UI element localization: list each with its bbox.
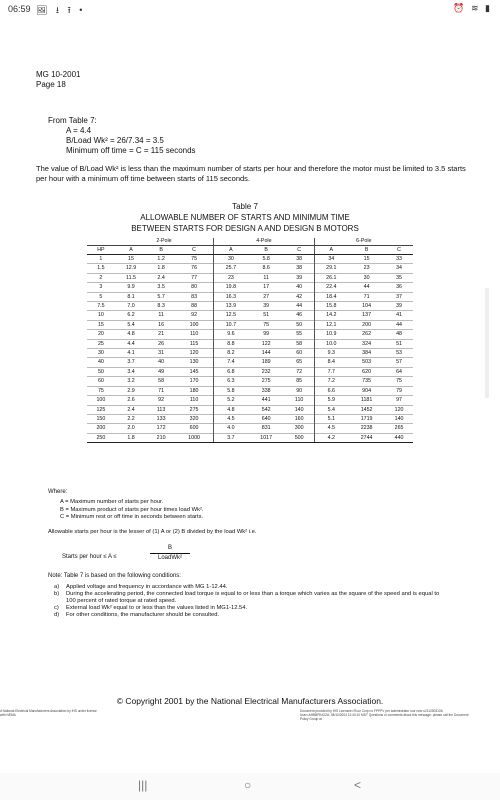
table-cell: 500 — [285, 433, 314, 442]
table-cell: 3.7 — [214, 433, 248, 442]
table-cell: 3.2 — [115, 377, 147, 386]
table-cell: 265 — [385, 424, 413, 433]
table-cell: 51 — [385, 339, 413, 348]
table-cell: 4.5 — [214, 414, 248, 423]
table-cell: 55 — [285, 330, 314, 339]
col-4pole-a: A — [214, 246, 248, 255]
table-cell: 42 — [285, 292, 314, 301]
table-cell: 14.2 — [314, 311, 348, 320]
table-cell: 4.0 — [214, 424, 248, 433]
where-label: Where: — [48, 489, 68, 495]
col-2pole-c: C — [175, 246, 214, 255]
table-cell: 58 — [147, 377, 175, 386]
table-cell: 122 — [248, 339, 285, 348]
table-row — [87, 424, 413, 433]
table-cell: 37 — [385, 292, 413, 301]
table-cell: 7.7 — [314, 367, 348, 376]
table-row — [87, 320, 413, 329]
intro-block — [48, 116, 196, 156]
col-4pole-b: B — [248, 246, 285, 255]
table-cell: 8.1 — [115, 292, 147, 301]
table-cell: 262 — [348, 330, 385, 339]
table-cell: 620 — [348, 367, 385, 376]
android-nav-bar — [0, 773, 500, 800]
table-cell: 140 — [285, 405, 314, 414]
document-page[interactable] — [0, 18, 500, 773]
table-cell: 503 — [348, 358, 385, 367]
table-cell: 19.8 — [214, 283, 248, 292]
hp-cell: 50 — [87, 367, 115, 376]
table-cell: 3.5 — [147, 283, 175, 292]
table-cell: 300 — [285, 424, 314, 433]
recent-apps-button[interactable]: ||| — [138, 778, 148, 792]
table-row — [87, 377, 413, 386]
table-cell: 9.6 — [214, 330, 248, 339]
table-cell: 2238 — [348, 424, 385, 433]
intro-heading: From Table 7: — [48, 116, 97, 125]
hp-cell: 5 — [87, 292, 115, 301]
table-cell: 77 — [175, 273, 214, 282]
table-cell: 137 — [348, 311, 385, 320]
table-cell: 542 — [248, 405, 285, 414]
col-6pole-c: C — [385, 246, 413, 255]
table-cell: 320 — [175, 414, 214, 423]
table-cell: 9.9 — [115, 283, 147, 292]
table-cell: 44 — [348, 283, 385, 292]
col-2pole-a: A — [115, 246, 147, 255]
table-cell: 64 — [385, 367, 413, 376]
table-cell: 39 — [285, 273, 314, 282]
table-cell: 5.7 — [147, 292, 175, 301]
table-cell: 15.8 — [314, 302, 348, 311]
hp-cell: 20 — [87, 330, 115, 339]
hp-cell: 150 — [87, 414, 115, 423]
table-cell: 170 — [175, 377, 214, 386]
table-cell: 40 — [285, 283, 314, 292]
table-cell: 92 — [175, 311, 214, 320]
formula-lhs: Starts per hour ≤ A ≤ — [62, 554, 117, 560]
allowable-text: Allowable starts per hour is the lesser of (1) A or (2) B divided by the load Wk² i.e. — [48, 529, 257, 535]
definitions — [60, 499, 204, 522]
table-cell: 18.4 — [314, 292, 348, 301]
table-cell: 1719 — [348, 414, 385, 423]
table-cell: 5.8 — [262, 256, 270, 262]
status-time: 06:59 — [8, 4, 31, 14]
footer-license-left: d National Electrical Manufacturers Association by IHS under license with NEMA — [0, 709, 97, 718]
condition-c — [54, 605, 444, 612]
table-cell: 16 — [147, 320, 175, 329]
table-cell: 17 — [248, 283, 285, 292]
table-cell: 5.2 — [214, 396, 248, 405]
table-cell: 44 — [285, 302, 314, 311]
table-cell: 140 — [385, 414, 413, 423]
table-row — [87, 339, 413, 348]
table-cell: 60 — [285, 349, 314, 358]
table-cell: 8.2 — [214, 349, 248, 358]
table-cell: 145 — [175, 367, 214, 376]
intro-line-a: A = 4.4 — [66, 126, 92, 135]
table-cell: 1.8 — [115, 433, 147, 442]
condition-key: b) — [54, 591, 60, 597]
table-cell: 48 — [385, 330, 413, 339]
table-cell: 75 — [248, 320, 285, 329]
table-cell: 8.3 — [147, 302, 175, 311]
table-row — [87, 311, 413, 320]
column-header-row — [87, 246, 413, 255]
table-cell: 1.2 — [157, 256, 165, 262]
table-cell: 4.4 — [115, 339, 147, 348]
table-cell: 4.8 — [214, 405, 248, 414]
table-cell: 3.4 — [115, 367, 147, 376]
table-cell: 110 — [175, 396, 214, 405]
table-title-line2: BETWEEN STARTS FOR DESIGN A AND DESIGN B MOTORS — [131, 224, 359, 233]
table-cell: 2.6 — [115, 396, 147, 405]
table-cell: 2744 — [348, 433, 385, 442]
table-cell: 10.0 — [314, 339, 348, 348]
copyright-line: © Copyright 2001 by the National Electrical Manufacturers Association. — [116, 696, 384, 706]
table-cell: 12.5 — [214, 311, 248, 320]
table-cell: 41 — [385, 311, 413, 320]
table-cell: 5.9 — [314, 396, 348, 405]
table-cell: 110 — [285, 396, 314, 405]
table-cell: 46 — [285, 311, 314, 320]
table-cell: 275 — [175, 405, 214, 414]
hp-cell: 1 — [99, 256, 103, 262]
table-cell: 90 — [285, 386, 314, 395]
condition-text: During the accelerating period, the connected load torque is equal to or less than a torque which varies as the square of the speed and is equal to 100 percent of rated torque at rated speed. — [66, 591, 440, 604]
condition-d — [54, 612, 444, 619]
table-row — [87, 292, 413, 301]
table-cell: 23 — [214, 273, 248, 282]
table-cell: 79 — [385, 386, 413, 395]
table-cell: 35 — [385, 273, 413, 282]
table-cell: 34 — [385, 264, 413, 273]
hp-cell: 1.5 — [87, 264, 115, 273]
table-cell: 440 — [385, 433, 413, 442]
table-cell: 1017 — [248, 433, 285, 442]
table-cell: 7.0 — [115, 302, 147, 311]
table-cell: 6.6 — [314, 386, 348, 395]
hp-cell: 30 — [87, 349, 115, 358]
table-cell: 8.6 — [248, 264, 285, 273]
hp-cell: 75 — [87, 386, 115, 395]
table-cell: 38 — [285, 264, 314, 273]
condition-key: d) — [54, 612, 60, 618]
table-cell: 38 — [296, 256, 303, 262]
note-heading: Note: Table 7 is based on the following conditions: — [48, 573, 181, 579]
hp-cell: 40 — [87, 358, 115, 367]
table-cell: 10.7 — [214, 320, 248, 329]
table-row — [87, 273, 413, 282]
hp-cell: 25 — [87, 339, 115, 348]
table-cell: 49 — [147, 367, 175, 376]
table-cell: 5.1 — [314, 414, 348, 423]
table-row — [87, 367, 413, 376]
table-cell: 11.5 — [115, 273, 147, 282]
doc-id: MG 10-2001 — [36, 70, 81, 79]
table-cell: 120 — [385, 405, 413, 414]
table-cell: 324 — [348, 339, 385, 348]
table-cell: 6.3 — [214, 377, 248, 386]
table-cell: 210 — [147, 433, 175, 442]
table-cell: 1.8 — [147, 264, 175, 273]
table-cell: 16.3 — [214, 292, 248, 301]
table-cell: 57 — [385, 358, 413, 367]
conclusion-paragraph: The value of B/Load Wk² is less than the maximum number of starts per hour and therefore the motor must be limited to 3.5 starts per hour with a minimum off time between starts of 115 seconds. — [36, 164, 466, 183]
definition-b: B = Maximum product of starts per hour times load Wk². — [60, 506, 204, 513]
table-cell: 30 — [348, 273, 385, 282]
table-cell: 15 — [363, 256, 370, 262]
table-cell: 75 — [191, 256, 198, 262]
table-cell: 1181 — [348, 396, 385, 405]
group-header-blank — [87, 238, 115, 246]
table-cell: 115 — [175, 339, 214, 348]
table-caption — [100, 201, 390, 234]
table-cell: 11 — [147, 311, 175, 320]
table-cell: 75 — [385, 377, 413, 386]
hp-cell: 200 — [87, 424, 115, 433]
hp-cell: 2 — [87, 273, 115, 282]
table-cell: 6.2 — [115, 311, 147, 320]
table-cell: 83 — [175, 292, 214, 301]
table-cell: 904 — [348, 386, 385, 395]
table-cell: 5.4 — [115, 320, 147, 329]
table-cell: 39 — [385, 302, 413, 311]
table-cell: 53 — [385, 349, 413, 358]
table-row — [87, 414, 413, 423]
group-header-4pole: 4-Pole — [214, 238, 314, 246]
table-row — [87, 405, 413, 414]
table-cell: 110 — [175, 330, 214, 339]
table-cell: 4.1 — [115, 349, 147, 358]
table-cell: 22.4 — [314, 283, 348, 292]
back-button[interactable]: < — [354, 778, 362, 792]
table-cell: 76 — [175, 264, 214, 273]
page-number: Page 18 — [36, 80, 66, 89]
scroll-indicator[interactable] — [485, 288, 489, 398]
table-cell: 27 — [248, 292, 285, 301]
table-cell: 40 — [147, 358, 175, 367]
table-cell: 5.8 — [214, 386, 248, 395]
table-cell: 8.8 — [214, 339, 248, 348]
table-cell: 3.7 — [115, 358, 147, 367]
table-cell: 5.4 — [314, 405, 348, 414]
condition-text: External load Wk² equal to or less than the values listed in MG1-12.54. — [66, 605, 248, 611]
table-cell: 71 — [348, 292, 385, 301]
formula-numerator: B — [150, 544, 190, 554]
table-cell: 4.8 — [115, 330, 147, 339]
condition-key: c) — [54, 605, 59, 611]
table-cell: 130 — [175, 358, 214, 367]
table-cell: 735 — [348, 377, 385, 386]
table-cell: 104 — [348, 302, 385, 311]
table-cell: 160 — [285, 414, 314, 423]
table-cell: 31 — [147, 349, 175, 358]
table-cell: 10.9 — [314, 330, 348, 339]
formula-fraction — [150, 544, 190, 563]
table-row — [87, 396, 413, 405]
home-button[interactable]: ○ — [244, 778, 252, 792]
table-cell: 4.2 — [314, 433, 348, 442]
table-cell: 39 — [248, 302, 285, 311]
table-cell: 50 — [285, 320, 314, 329]
group-header-6pole: 6-Pole — [314, 238, 413, 246]
table-cell: 7.2 — [314, 377, 348, 386]
hp-cell: 15 — [87, 320, 115, 329]
table-cell: 25.7 — [214, 264, 248, 273]
table-body — [87, 255, 413, 443]
intro-line-b: B/Load Wk² = 26/7.34 = 3.5 — [66, 136, 164, 145]
hp-cell: 10 — [87, 311, 115, 320]
table-cell: 4.5 — [314, 424, 348, 433]
table-cell: 2.2 — [115, 414, 147, 423]
hp-cell: 3 — [87, 283, 115, 292]
table-cell: 72 — [285, 367, 314, 376]
hp-cell: 100 — [87, 396, 115, 405]
table-cell: 113 — [147, 405, 175, 414]
table-row — [87, 349, 413, 358]
table-cell: 26 — [147, 339, 175, 348]
table-cell: 36 — [385, 283, 413, 292]
table-cell: 1000 — [175, 433, 214, 442]
table-cell: 640 — [248, 414, 285, 423]
table-cell: 8.4 — [314, 358, 348, 367]
table-cell: 232 — [248, 367, 285, 376]
table-cell: 189 — [248, 358, 285, 367]
table-cell: 120 — [175, 349, 214, 358]
hp-cell: 7.5 — [87, 302, 115, 311]
col-hp: HP — [87, 246, 115, 255]
table-cell: 600 — [175, 424, 214, 433]
table-cell: 85 — [285, 377, 314, 386]
formula-denominator: LoadWk² — [157, 555, 182, 561]
table-cell: 29.1 — [314, 264, 348, 273]
condition-a — [54, 584, 444, 591]
system-status-icons: ⏰ ≋ ▮ — [453, 3, 492, 13]
starts-table — [87, 238, 413, 443]
table-cell: 51 — [248, 311, 285, 320]
table-cell: 144 — [248, 349, 285, 358]
col-6pole-b: B — [348, 246, 385, 255]
footer-license-right: Document provided by IHS Licensee=Fluor Corp no FPPPV per administrator /uor new u2110503106, User=AHBBPINOZA, 08/10/2004 12:40:10 MDT Questions or comments about this message: please call the Document Policy Group at — [300, 709, 469, 722]
table-number: Table 7 — [232, 202, 258, 211]
condition-key: a) — [54, 584, 60, 590]
table-cell: 133 — [147, 414, 175, 423]
status-bar — [0, 0, 500, 18]
table-cell: 275 — [248, 377, 285, 386]
table-cell: 99 — [248, 330, 285, 339]
table-row — [87, 255, 413, 264]
definition-a: A = Maximum number of starts per hour. — [60, 499, 164, 505]
table-cell: 1452 — [348, 405, 385, 414]
table-row — [87, 264, 413, 273]
table-cell: 44 — [385, 320, 413, 329]
table-cell: 15 — [128, 256, 134, 262]
group-header-2pole: 2-Pole — [115, 238, 214, 246]
table-cell: 11 — [248, 273, 285, 282]
col-4pole-c: C — [285, 246, 314, 255]
col-6pole-a: A — [314, 246, 348, 255]
notification-icons: 🖼 ⭳ ⭱ • — [36, 5, 86, 15]
table-cell: 34 — [314, 255, 348, 264]
table-row — [87, 358, 413, 367]
table-cell: 12.9 — [115, 264, 147, 273]
condition-b — [54, 591, 444, 605]
table-cell: 2.9 — [115, 386, 147, 395]
table-cell: 338 — [248, 386, 285, 395]
table-cell: 180 — [175, 386, 214, 395]
intro-line-c: Minimum off time = C = 115 seconds — [66, 146, 196, 155]
table-cell: 2.4 — [115, 405, 147, 414]
table-cell: 97 — [385, 396, 413, 405]
table-cell: 12.1 — [314, 320, 348, 329]
table-row — [87, 330, 413, 339]
conditions-list — [54, 584, 444, 619]
table-cell: 13.9 — [214, 302, 248, 311]
hp-cell: 125 — [87, 405, 115, 414]
table-cell: 7.4 — [214, 358, 248, 367]
table-cell: 100 — [175, 320, 214, 329]
table-cell: 88 — [175, 302, 214, 311]
table-row — [87, 386, 413, 395]
table-cell: 92 — [147, 396, 175, 405]
table-row — [87, 433, 413, 442]
col-2pole-b: B — [147, 246, 175, 255]
table-cell: 831 — [248, 424, 285, 433]
table-cell: 23 — [348, 264, 385, 273]
table-cell: 71 — [147, 386, 175, 395]
page-header — [36, 70, 80, 90]
table-cell: 172 — [147, 424, 175, 433]
table-cell: 65 — [285, 358, 314, 367]
condition-text: For other conditions, the manufacturer should be consulted. — [66, 612, 220, 618]
table-cell: 6.8 — [214, 367, 248, 376]
table-cell: 2.4 — [147, 273, 175, 282]
table-cell: 33 — [396, 256, 403, 262]
table-cell: 2.0 — [115, 424, 147, 433]
hp-cell: 60 — [87, 377, 115, 386]
table-cell: 30 — [214, 255, 248, 264]
table-cell: 384 — [348, 349, 385, 358]
table-cell: 80 — [175, 283, 214, 292]
definition-c: C = Minimum rest or off time in seconds between starts. — [60, 514, 204, 520]
table-cell: 58 — [285, 339, 314, 348]
table-title-line1: ALLOWABLE NUMBER OF STARTS AND MINIMUM TIME — [140, 213, 350, 222]
table-cell: 200 — [348, 320, 385, 329]
table-cell: 441 — [248, 396, 285, 405]
table-row — [87, 283, 413, 292]
table-cell: 9.3 — [314, 349, 348, 358]
table-row — [87, 302, 413, 311]
table-cell: 21 — [147, 330, 175, 339]
table-cell: 26.1 — [314, 273, 348, 282]
condition-text: Applied voltage and frequency in accordance with MG 1-12.44. — [66, 584, 228, 590]
hp-cell: 250 — [87, 433, 115, 442]
